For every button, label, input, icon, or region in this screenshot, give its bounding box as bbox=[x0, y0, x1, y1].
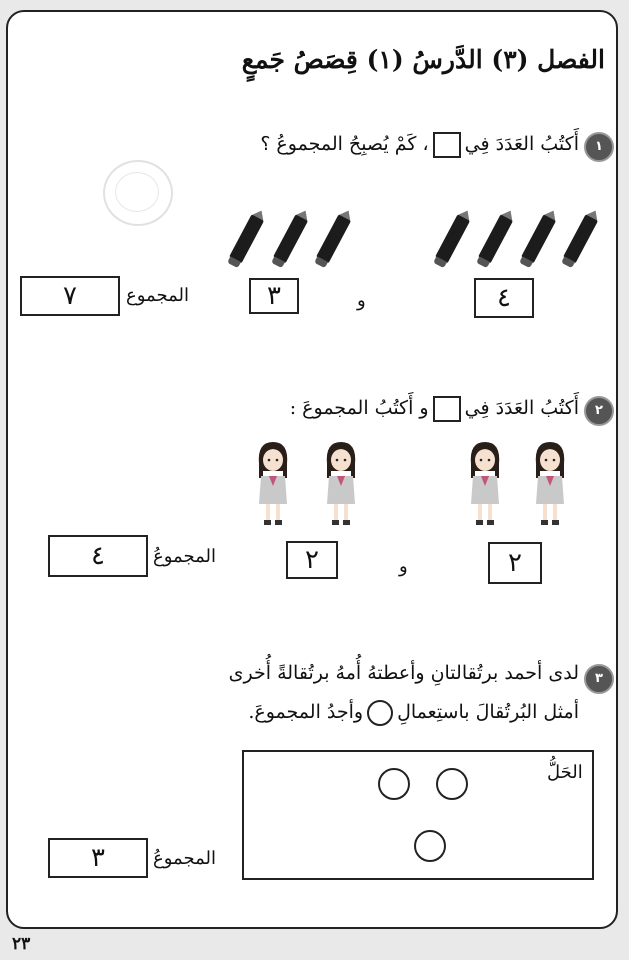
question-3-line-1: لدى أحمد برتُقالتانِ وأعطتهُ أُمهُ برتُقالةً أُخرى bbox=[228, 662, 579, 684]
page-title: الفصل (٣) الدَّرسُ (١) قِصَصُ جَمعٍ bbox=[241, 45, 605, 74]
question-2-number: ٢ bbox=[584, 396, 614, 426]
orange-circle bbox=[378, 768, 410, 800]
question-3-text-before: أمثل البُرتُقالَ باستِعمالِ bbox=[397, 701, 579, 723]
question-3-text-after: وأجدُ المجموعَ. bbox=[248, 701, 364, 723]
answer-box-group-1[interactable]: ٢ bbox=[488, 542, 542, 584]
total-label: المجموع bbox=[126, 285, 189, 306]
and-label: و bbox=[357, 290, 366, 311]
circle-symbol bbox=[367, 700, 393, 726]
total-label: المجموعُ bbox=[153, 546, 216, 567]
total-box[interactable]: ٣ bbox=[48, 838, 148, 878]
question-3-number: ٣ bbox=[584, 664, 614, 694]
girl-icon bbox=[319, 438, 363, 530]
page-number: ٢٣ bbox=[12, 934, 31, 954]
question-2-text-after: و أَكتُبُ المجموعَ : bbox=[289, 397, 429, 419]
question-1-text-after: ، كَمْ يُصبِحُ المجموعُ ؟ bbox=[260, 133, 429, 155]
answer-box-group-2[interactable]: ٢ bbox=[286, 541, 338, 579]
total-box[interactable]: ٤ bbox=[48, 535, 148, 577]
girl-icon bbox=[463, 438, 507, 530]
answer-box-group-1[interactable]: ٤ bbox=[474, 278, 534, 318]
girl-icon bbox=[251, 438, 295, 530]
solution-label: الحَلُّ bbox=[547, 762, 583, 783]
question-2-text bbox=[290, 396, 579, 422]
question-1-text bbox=[260, 132, 579, 158]
school-stamp bbox=[103, 160, 173, 226]
question-1-text-before: أَكتُبُ العَدَدَ فِي bbox=[464, 133, 579, 155]
orange-circle bbox=[436, 768, 468, 800]
answer-box-group-2[interactable]: ٣ bbox=[249, 278, 299, 314]
answer-box-symbol bbox=[433, 396, 461, 422]
question-2-text-before: أَكتُبُ العَدَدَ فِي bbox=[464, 397, 579, 419]
girl-icon bbox=[528, 438, 572, 530]
question-3-line-2 bbox=[248, 700, 579, 726]
orange-circle bbox=[414, 830, 446, 862]
total-label: المجموعُ bbox=[153, 848, 216, 869]
answer-box-symbol bbox=[433, 132, 461, 158]
total-box[interactable]: ٧ bbox=[20, 276, 120, 316]
solution-box[interactable] bbox=[242, 750, 594, 880]
and-label: و bbox=[399, 556, 408, 577]
question-1-number: ١ bbox=[584, 132, 614, 162]
